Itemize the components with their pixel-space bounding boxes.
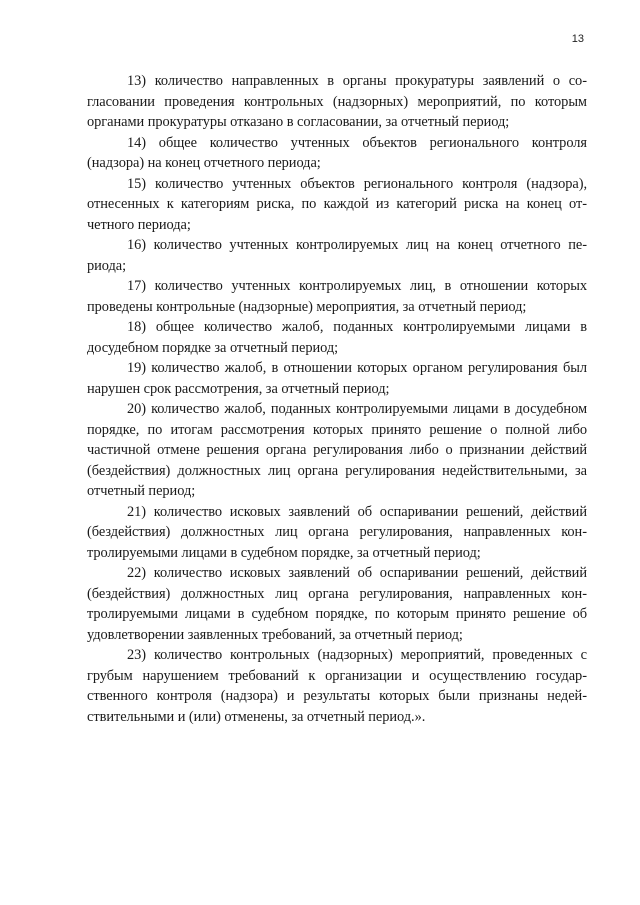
list-item-14: 14) общее количество учтенных объектов регионального контроля (надзора) на конец отчетного периода; [87,134,587,171]
list-item-16: 16) количество учтенных контролируемых лиц на конец отчетного периода; [87,237,587,274]
list-item-19: 19) количество жалоб, в отношении которых органом регулирования был нарушен срок рассмотрения, за отчетный период; [87,360,587,397]
list-item-21: 21) количество исковых заявлений об оспаривании решений, действий (бездействия) должностных лиц органа регулирования, направленных контролируемыми лицами в судебном порядке, за отчетный период; [87,503,587,561]
list-item-15: 15) количество учтенных объектов регионального контроля (надзора), отнесенных к категориям риска, по каждой из категорий риска на конец отчетного периода; [87,175,587,233]
list-item-17: 17) количество учтенных контролируемых лиц, в отношении которых проведены контрольные (надзорные) мероприятия, за отчетный период; [87,278,587,315]
list-item-20: 20) количество жалоб, поданных контролируемыми лицами в досудебном порядке, по итогам рассмотрения которых принято решение о полной либо частичной отмене решения органа регулирования либо о признании действий (бездействия) должностных лиц органа регулирования недействительными, за отчетный период; [87,401,587,499]
list-item-18: 18) общее количество жалоб, поданных контролируемыми лицами в досудебном порядке за отчетный период; [87,319,587,356]
list-item-13: 13) количество направленных в органы прокуратуры заявлений о согласовании проведения контрольных (надзорных) мероприятий, по которым органами прокуратуры отказано в согласовании, за отчетный период; [87,73,587,130]
document-body [87,71,587,727]
list-item-22: 22) количество исковых заявлений об оспаривании решений, действий (бездействия) должностных лиц органа регулирования, направленных контролируемыми лицами в судебном порядке, по которым принято решение об удовлетворении заявленных требований, за отчетный период; [87,565,587,643]
list-item-23: 23) количество контрольных (надзорных) мероприятий, проведенных с грубым нарушением требований к организации и осуществлению государственного контроля (надзора) и результаты которых были признаны недействительными и (или) отменены, за отчетный период.». [87,647,587,725]
page-number: 13 [571,33,584,45]
